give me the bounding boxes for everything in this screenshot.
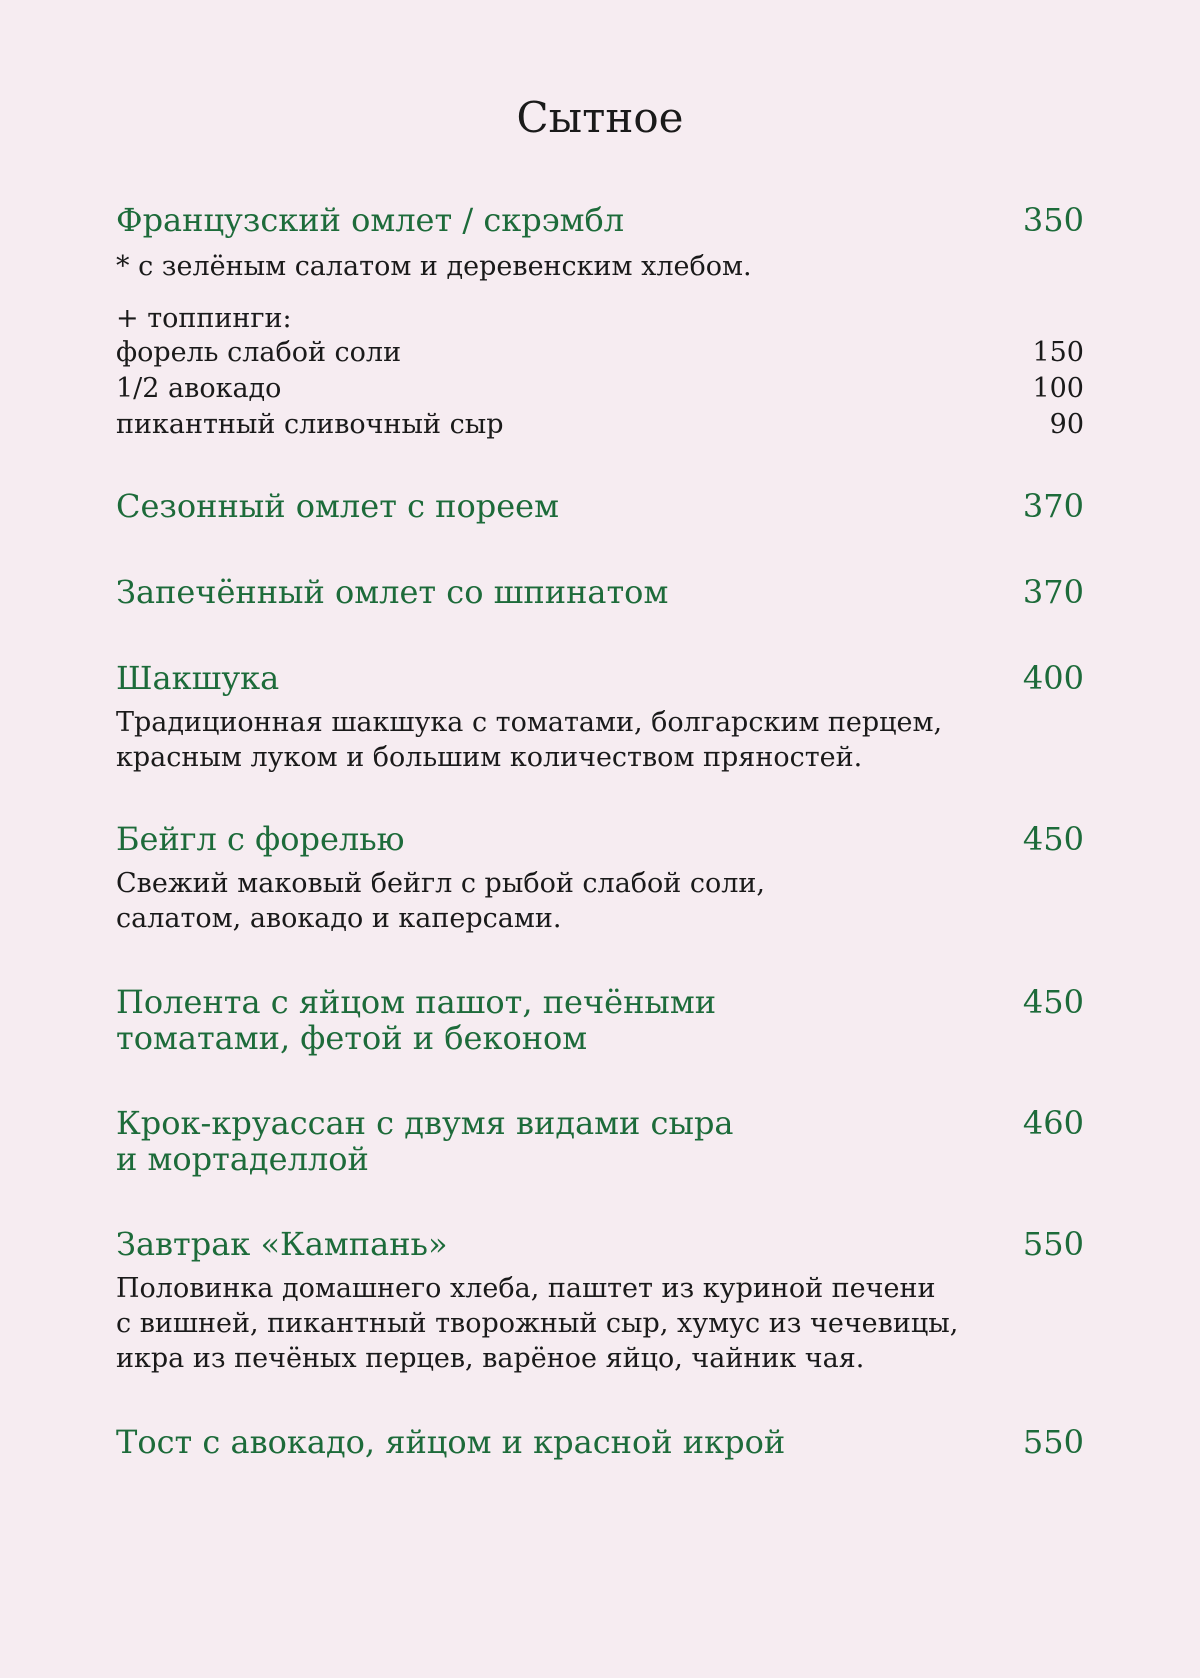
menu-item <box>116 1105 1084 1177</box>
dish-name: Крок-круассан с двумя видами сыра и мортаделлой <box>116 1104 734 1178</box>
dish-price: 370 <box>1022 573 1084 611</box>
menu-item <box>116 488 1084 524</box>
topping-row <box>116 371 1084 407</box>
menu-item <box>116 1424 1084 1460</box>
menu-item <box>116 660 1084 696</box>
dish-description: Половинка домашнего хлеба, паштет из куриной печени с вишней, пикантный творожный сыр, хумус из чечевицы, икра из печёных перцев, варёное яйцо, чайник чая. <box>116 1273 959 1374</box>
dish-name: Бейгл с форелью <box>116 820 405 858</box>
dish-price: 460 <box>1022 1104 1084 1142</box>
dish-price: 550 <box>1022 1225 1084 1263</box>
dish-price: 370 <box>1022 487 1084 525</box>
dish-name: Сезонный омлет с пореем <box>116 487 559 525</box>
toppings-header: + топпинги: <box>116 303 292 334</box>
menu-item <box>116 821 1084 857</box>
topping-price: 150 <box>1032 337 1084 368</box>
menu-item <box>116 202 1084 238</box>
topping-name: 1/2 авокадо <box>116 373 282 404</box>
topping-price: 90 <box>1049 409 1084 440</box>
dish-price: 450 <box>1022 820 1084 858</box>
dish-name: Шакшука <box>116 659 280 697</box>
dish-description: Традиционная шакшука с томатами, болгарским перцем, красным луком и большим количеством пряностей. <box>116 707 943 773</box>
topping-name: форель слабой соли <box>116 337 402 368</box>
topping-name: пикантный сливочный сыр <box>116 409 504 440</box>
menu-item <box>116 1226 1084 1262</box>
topping-row <box>116 335 1084 371</box>
dish-name: Запечённый омлет со шпинатом <box>116 573 669 611</box>
dish-name: Завтрак «Кампань» <box>116 1225 448 1263</box>
dish-description: Свежий маковый бейгл с рыбой слабой соли, салатом, авокадо и каперсами. <box>116 868 765 934</box>
dish-name: Полента с яйцом пашот, печёными томатами, фетой и беконом <box>116 983 717 1057</box>
dish-price: 350 <box>1022 201 1084 239</box>
menu-item <box>116 984 1084 1056</box>
dish-price: 550 <box>1022 1423 1084 1461</box>
page-title: Сытное <box>516 93 684 142</box>
dish-name: Французский омлет / скрэмбл <box>116 201 625 239</box>
menu-item <box>116 574 1084 610</box>
dish-name: Тост с авокадо, яйцом и красной икрой <box>116 1423 786 1461</box>
dish-price: 400 <box>1022 659 1084 697</box>
topping-row <box>116 407 1084 443</box>
topping-price: 100 <box>1032 373 1084 404</box>
dish-price: 450 <box>1022 983 1084 1021</box>
dish-note: * с зелёным салатом и деревенским хлебом. <box>116 251 752 282</box>
